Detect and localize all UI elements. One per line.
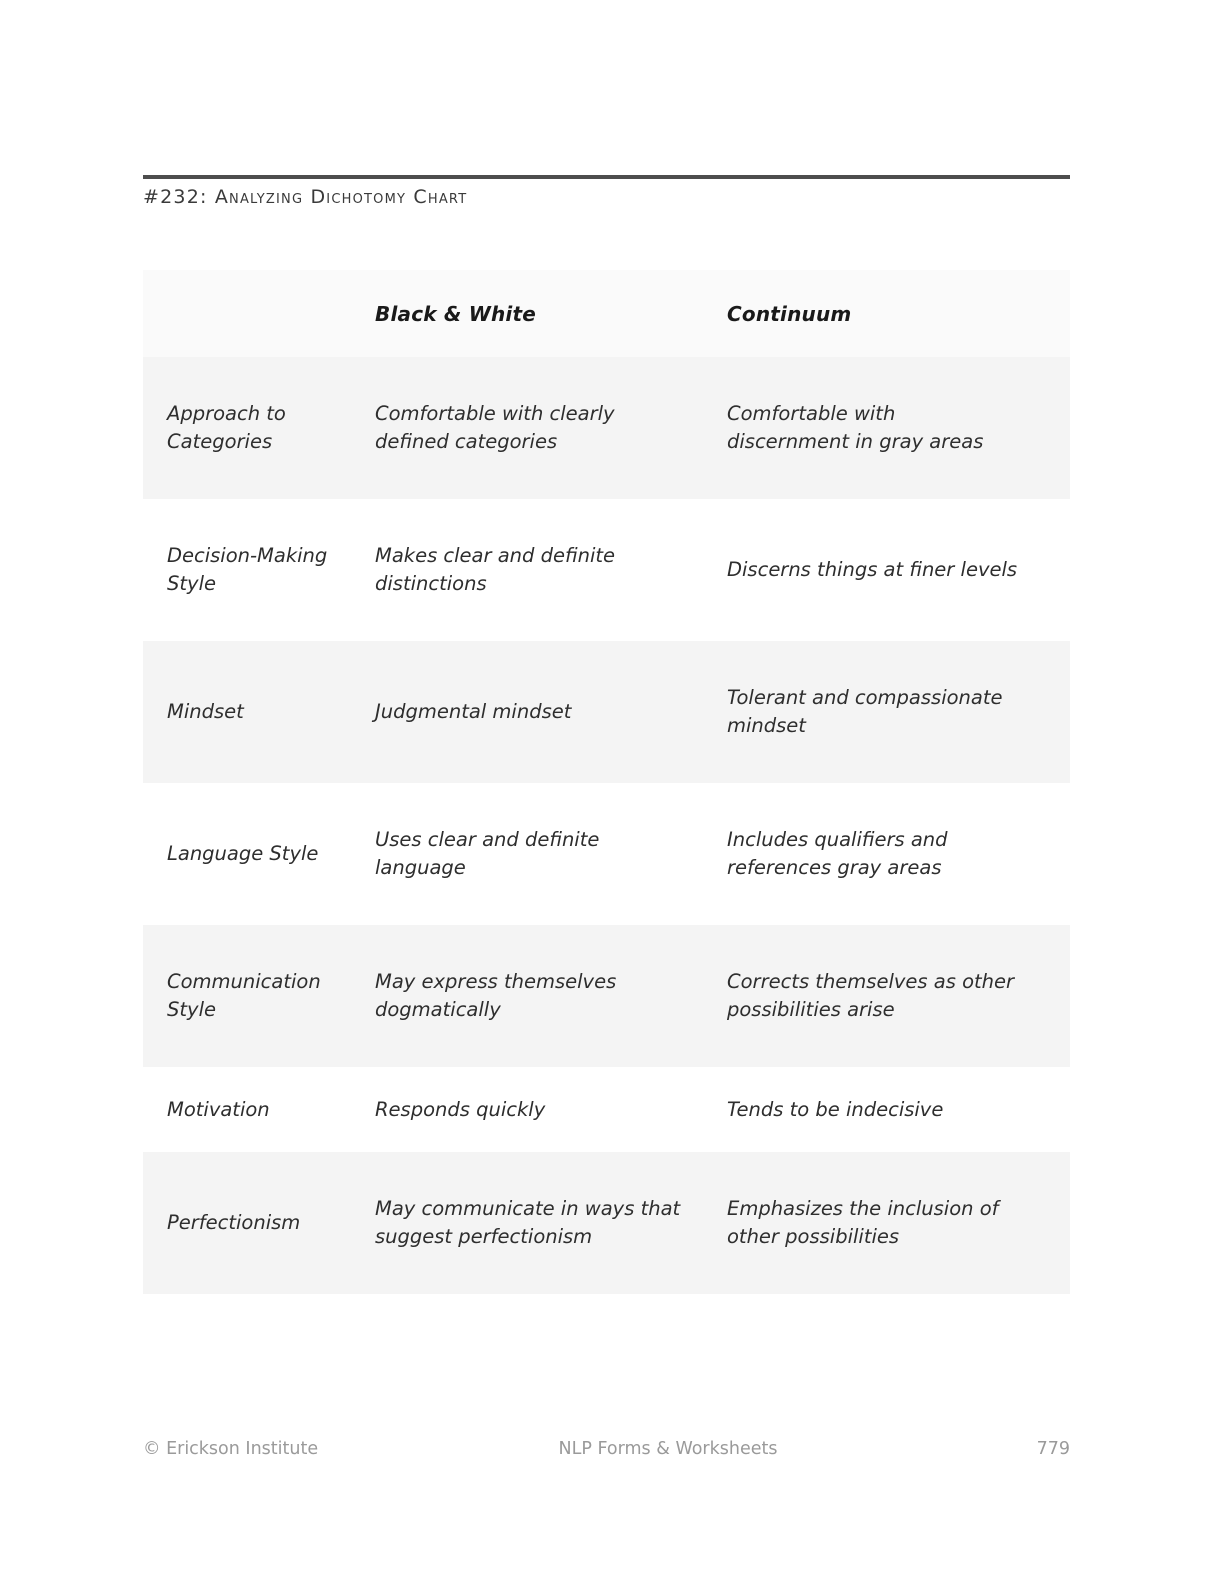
row-bw-line2: suggest perfectionism [375,1225,593,1248]
row-trait-line1: Decision-Making [167,544,328,567]
row-cont-line1: Discerns things at finer levels [727,558,1018,581]
row-cont-line2: mindset [727,714,806,737]
table-row [143,1067,1070,1152]
row-trait [143,1209,375,1237]
row-trait [143,968,375,1024]
row-cont-line2: possibilities arise [727,998,895,1021]
row-continuum [727,1096,1070,1124]
row-bw-line1: Judgmental mindset [375,700,572,723]
row-trait [143,1096,375,1124]
row-black-and-white [375,826,727,882]
row-trait-line1: Approach to [167,402,286,425]
row-black-and-white [375,1195,727,1251]
row-trait-line2: Categories [167,430,273,453]
footer-copyright: © Erickson Institute [143,1439,319,1459]
column-header-continuum: Continuum [727,301,852,326]
row-continuum [727,556,1070,584]
row-trait [143,698,375,726]
table-row [143,783,1070,925]
row-black-and-white [375,542,727,598]
row-cont-line1: Includes qualifiers and [727,828,948,851]
row-trait-line1: Perfectionism [167,1211,301,1234]
row-trait-line1: Mindset [167,700,244,723]
footer-title: NLP Forms & Worksheets [558,1439,778,1459]
column-header-black-and-white: Black & White [375,301,536,326]
table-row [143,925,1070,1067]
table-row [143,499,1070,641]
row-bw-line1: Comfortable with clearly [375,402,615,425]
footer-page-number: 779 [1036,1439,1070,1459]
table-header-row [143,270,1070,357]
row-trait-line1: Motivation [167,1097,270,1121]
table-row [143,357,1070,499]
table-row [143,641,1070,783]
row-continuum [727,400,1070,456]
row-bw-line1: May communicate in ways that [375,1197,681,1220]
row-trait-line1: Language Style [167,842,319,865]
row-cont-line1: Comfortable with [727,402,896,425]
title-rule [143,175,1070,179]
row-continuum [727,826,1070,882]
dichotomy-table [143,270,1070,1294]
row-trait-line2: Style [167,998,216,1021]
row-bw-line1: Responds quickly [375,1097,546,1121]
page-footer [143,1436,1070,1462]
row-black-and-white [375,1096,727,1124]
row-continuum [727,968,1070,1024]
row-black-and-white [375,968,727,1024]
row-bw-line2: language [375,856,466,879]
row-black-and-white [375,400,727,456]
row-bw-line2: dogmatically [375,998,501,1021]
row-cont-line2: other possibilities [727,1225,900,1248]
page-title: #232: Analyzing Dichotomy Chart [143,186,468,208]
row-trait [143,840,375,868]
row-bw-line1: Makes clear and definite [375,544,615,567]
row-black-and-white [375,698,727,726]
row-trait-line2: Style [167,572,216,595]
row-cont-line2: references gray areas [727,856,942,879]
row-trait [143,542,375,598]
row-bw-line2: defined categories [375,430,558,453]
row-trait [143,400,375,456]
row-cont-line1: Tolerant and compassionate [727,686,1003,709]
row-cont-line1: Corrects themselves as other [727,970,1015,993]
row-continuum [727,1195,1070,1251]
table-row [143,1152,1070,1294]
row-trait-line1: Communication [167,970,321,993]
row-cont-line1: Tends to be indecisive [727,1097,944,1121]
row-cont-line1: Emphasizes the inclusion of [727,1197,999,1220]
row-bw-line1: May express themselves [375,970,617,993]
row-bw-line1: Uses clear and definite [375,828,600,851]
row-continuum [727,684,1070,740]
row-cont-line2: discernment in gray areas [727,430,984,453]
row-bw-line2: distinctions [375,572,487,595]
